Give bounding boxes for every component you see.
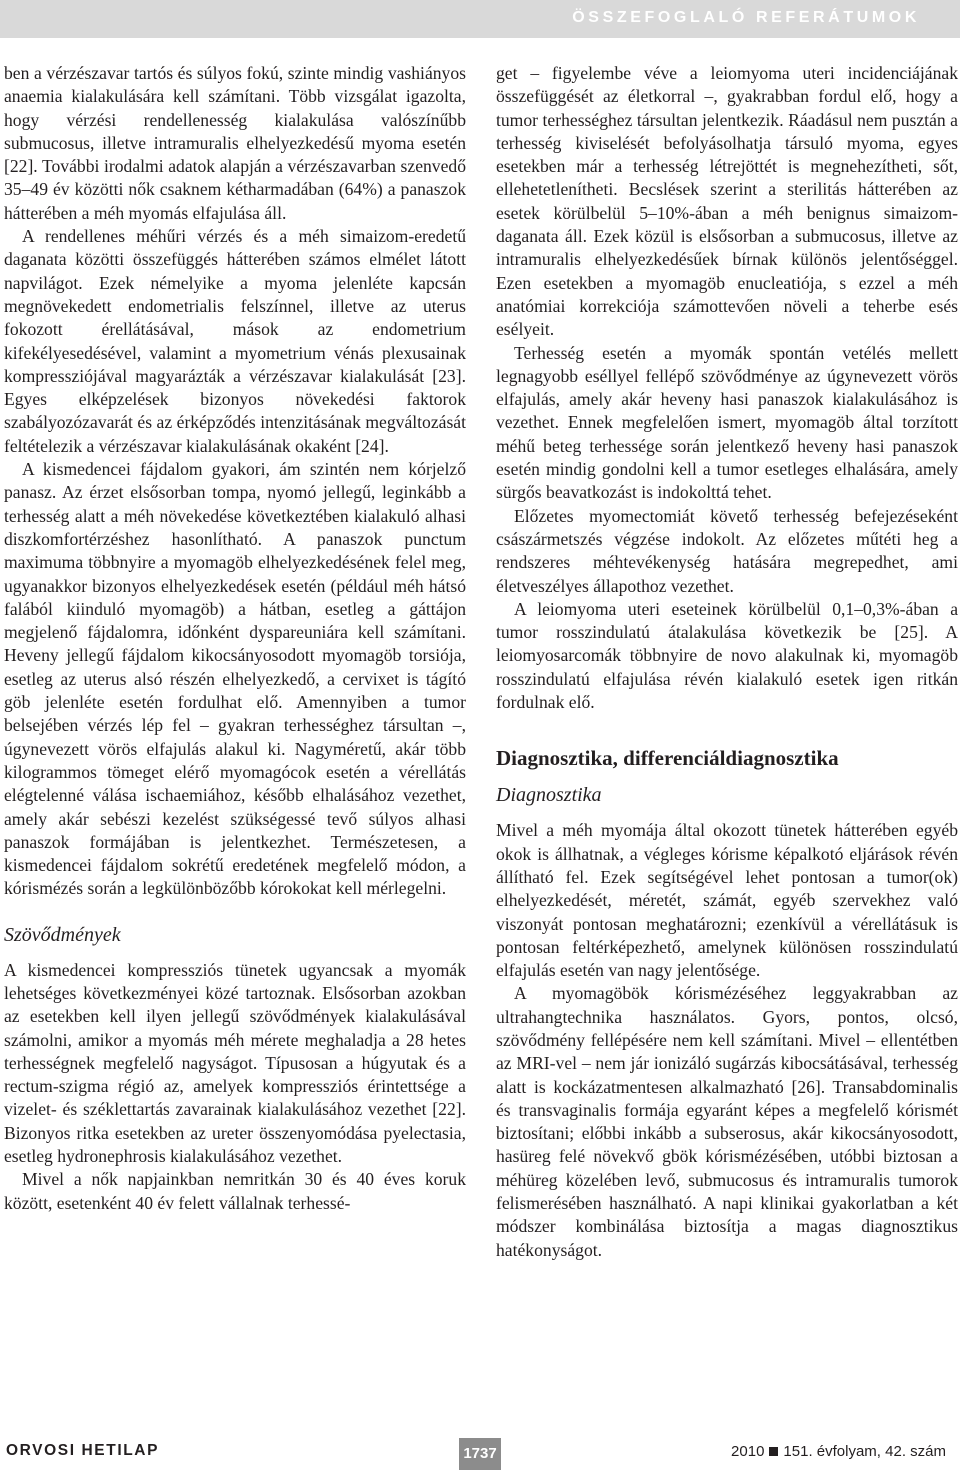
paragraph: A rendellenes méhűri vérzés és a méh simaizom-eredetű daganata közötti összefüggés hátterében számos elmélet látott napvilágot. Ezek némelyike a myoma jelenléte kapcsán megnövekedett endometrialis felszínnel, illetve az uterus fokozott érellátásával, mások az endometrium kifekélyesedésével, valamint a myometrium vénás plexusainak kompressziójával magyarázták a vérzészavar kialakulását [23]. Egyes elképzelések bizonyos növekedési faktorok szabályozózavarát és az érképződés intenzitásának megváltozását feltételezik a vérzészavar kialakulásának okaként [24]. [4,226,466,456]
paragraph: Terhesség esetén a myomák spontán vetélés mellett legnagyobb eséllyel fellépő szövődménye az úgynevezett vörös elfajulás, amely akár heveny hasi panaszok kialakulásához is vezethet. Ennek megfelelően ismert, myomagöb által torzított méhű beteg terhessége során jelentkező heveny hasi panaszok esetén mindig gondolni kell a tumor esetleges elhalására, amely sürgős beavatkozást is indokolttá tehet. [496,342,958,503]
right-column [496,62,958,1262]
footer [0,1438,960,1470]
paragraph: ben a vérzészavar tartós és súlyos fokú, szinte mindig vashiányos anaemia kialakulására kell számítani. Több vizsgálat igazolta, hogy vérzési rendellenesség kialakulása valószínűbb submucosus, illetve intramuralis elhelyezkedésű myoma esetén [22]. További irodalmi adatok alapján a vérzészavarban szenvedő 35–49 év közötti nők csaknem kétharmadában (64%) a panaszok hátterében a méh myomás elfajulása áll. [4,63,466,223]
left-column [4,62,466,1215]
year: 2010 [731,1443,765,1460]
section-heading-diagnostics: Diagnosztika, differenciáldiagnosztika [496,746,839,771]
page-number: 1737 [463,1445,497,1462]
paragraph: Mivel a méh myomája által okozott tünetek hátterében egyéb okok is állhatnak, a végleges kórisme képalkotó eljárások révén állítható fel. Ezek segítségével lehet pontosan a tumor(ok) elhelyezkedését, méretét, számát, egyéb szervekhez való viszonyát pontosan meghatározni; ezenkívül a vérellátásuk is pontosan feltérképezhető, amelynek különösen rosszindulatú elfajulás esetén van nagy jelentősége. [496,820,958,981]
volume-issue: 151. évfolyam, 42. szám [783,1443,946,1460]
separator-square-icon [769,1447,778,1456]
header-bar [0,0,960,38]
paragraph: A myomagöbök kórismézéséhez leggyakrabban az ultrahangtechnika használatos. Gyors, pontos, olcsó, szövődmény fellépésére nem kell számítani. Mivel – ellentétben az MRI-vel – nem jár ionizáló sugárzás kibocsátásával, terhesség alatt is kockázatmentesen alkalmazható [26]. Transabdominalis és transvaginalis formája egyaránt képes a megfelelő kórismét biztosítani; előbbi inkább a subserosus, akár kikocsányosodott, hasüreg felé növekvő gbök kórismézésében, utóbbi biztosan a méhüreg közelében levő, submucosus és intramuralis tumorok felismerésében használható. A napi klinikai gyakorlatban a két módszer kombinálása biztosítja a magas diagnosztikus hatékonyságot. [496,983,958,1260]
paragraph: A leiomyoma uteri eseteinek körülbelül 0,1–0,3%-ában a tumor rosszindulatú átalakulása következik be [25]. A leiomyosarcomák többnyire de novo alakulnak ki, myomagöb rosszindulatú elfajulása révén kialakuló esetek igen ritkán fordulnak elő. [496,598,958,713]
paragraph: Mivel a nők napjainkban nemritkán 30 és 40 éves koruk között, esetenként 40 év felett vállalnak terhessé- [4,1169,466,1213]
section-heading-complications: Szövődmények [4,923,121,946]
paragraph: Előzetes myomectomiát követő terhesség befejezéseként császármetszés végzése indokolt. Az előzetes műtéti heg a rendszeres méhtevékenység hatására megrepedhet, ami életveszélyes állapothoz vezethet. [496,505,958,596]
journal-name: ORVOSI HETILAP [6,1442,160,1459]
subsection-heading-diagnostics: Diagnosztika [496,784,602,807]
issue-info [731,1443,946,1460]
paragraph: get – figyelembe véve a leiomyoma uteri incidenciájának összefüggését az életkorral –, gyakrabban fordul elő, hogy a tumor terhességhez társultan jelentkezik. Ráadásul nem pusztán a terhesség kiviselését befolyásolhatja társuló myoma, egyes esetekben már a terhesség létrejöttét is megnehezítheti, sőt, ellehetetlenítheti. Becslések szerint a sterilitás hátterében az esetek körülbelül 5–10%-ában a méh benignus simaizom-daganata áll. Ezek közül is elsősorban a submucosus, illetve az intramuralis elhelyezkedésűek bírnak különös jelentőséggel. Ezen esetekben a myomagöb enucleatiója, s ezzel a méh anatómiai korrekciója számottevően növeli a teherbe esés esélyeit. [496,63,958,340]
paragraph: A kismedencei kompressziós tünetek ugyancsak a myomák lehetséges következményei közé tartoznak. Elsősorban azokban az esetekben kell ilyen jellegű szövődmények kialakulásával számolni, amikor a myomás méh mérete meghaladja a 28 hetes terhességnek megfelelő nagyságot. Típusosan a húgyutak és a rectum-szigma régió az, amelyek kompressziós érintettsége a vizelet- és széklettartás zavarainak kialakulásához vezethet [22]. Bizonyos ritka esetekben az ureter összenyomódása pyelectasia, esetleg hydronephrosis kialakulásához vezethet. [4,959,466,1167]
section-title: ÖSSZEFOGLALÓ REFERÁTUMOK [572,9,920,26]
paragraph: A kismedencei fájdalom gyakori, ám szintén nem kórjelző panasz. Az érzet elsősorban tompa, nyomó jellegű, leginkább a terhesség alatt a méh növekedése következtében kialakuló alhasi diszkomfortérzéshez hasonlítható. A panaszok punctum maximuma többnyire a myomagöb elhelyezkedésének felel meg, ugyanakkor bizonyos elhelyezkedések esetén (például méh hátsó falából kiinduló myomagöb) a hátban, esetleg a gáttájon megjelenő fájdalomra, időnként dyspareuniára kell számítani. Heveny jellegű fájdalom kikocsányosodott myomagöb torsiója, esetleg az uterus alsó részén elhelyezkedő, a cervixet is tágító göb jelenléte esetén fordulhat elő. Amennyiben a tumor belsejében vérzés lép fel – gyakran terhességhez társultan –, úgynevezett vörös elfajulás alakul ki. Nagyméretű, akár több kilogrammos tömeget elérő myomagócok esetén a vérellátás elégtelenné válása ischaemiához, később elhalásához vezethet, amely akár sebészi kezelést szükségessé tevő súlyos alhasi panaszok formájában is jelentkezhet. Természetesen, a kismedencei fájdalom sokrétű eredetének megfelelő módon, a kórismézés során a legkülönbözőbb kórokokat kell mérlegelni. [4,459,466,899]
page-number-box [459,1438,501,1470]
